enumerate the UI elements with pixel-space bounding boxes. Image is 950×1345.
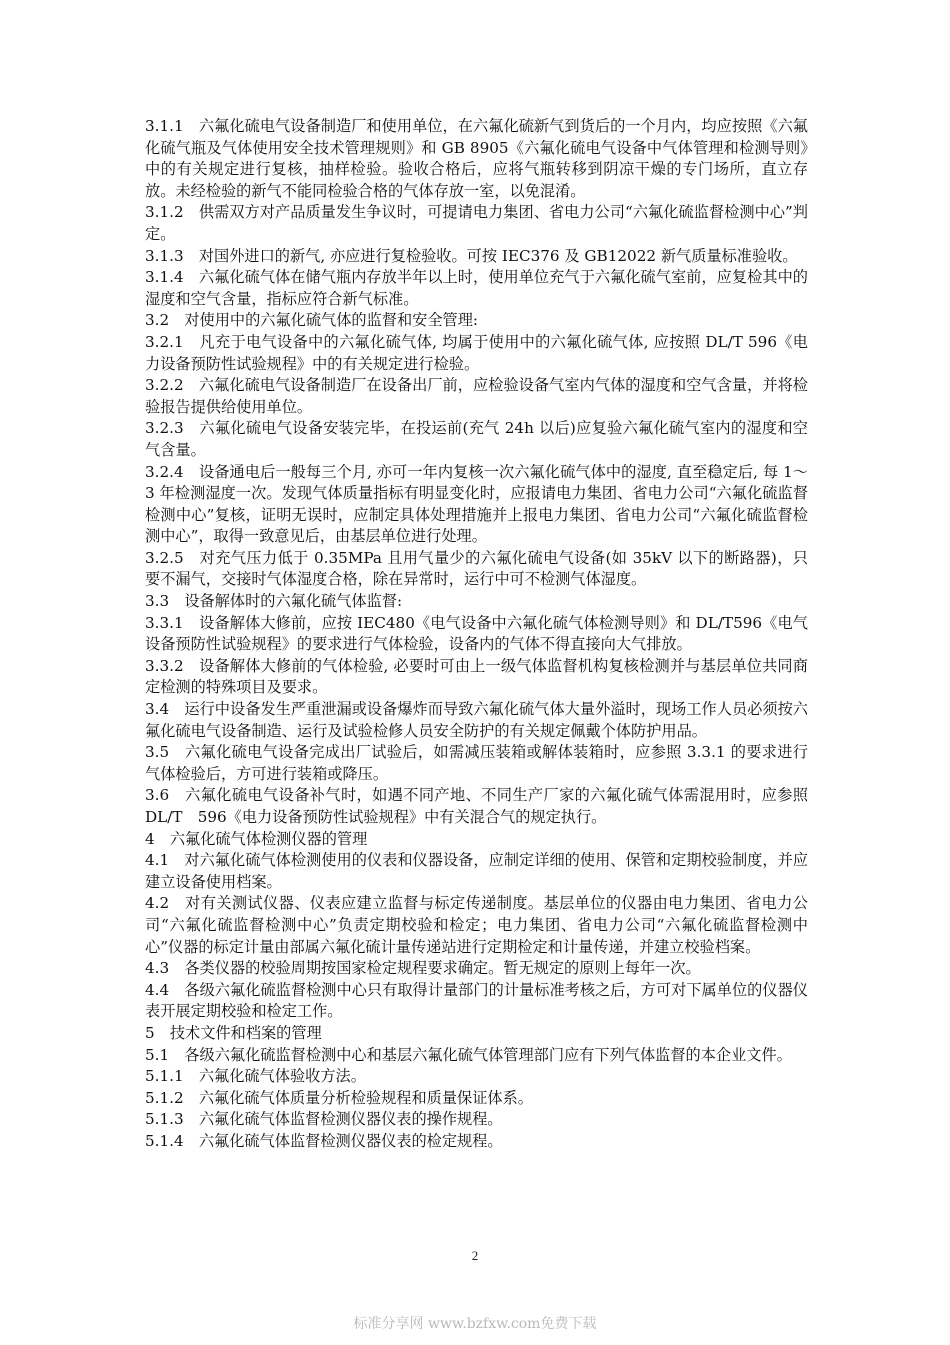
paragraph-3-1-1: 3.1.1 六氟化硫电气设备制造厂和使用单位，在六氟化硫新气到货后的一个月内，均应按照《六氟化硫气瓶及气体使用安全技术管理规则》和 GB 8905《六氟化硫电气设备中气体管理和检测导则》中的有关规定进行复核，抽样检验。验收合格后，应将气瓶转移到阴凉干燥的专门场所，直立存放。未经检验的新气不能同检验合格的气体存放一室，以免混淆。 xyxy=(145,117,808,200)
paragraph-3-5: 3.5 六氟化硫电气设备完成出厂试验后，如需减压装箱或解体装箱时，应参照 3.3.1 的要求进行气体检验后，方可进行装箱或降压。 xyxy=(145,743,808,783)
document-body xyxy=(145,116,808,1153)
paragraph-5-1-4: 5.1.4 六氟化硫气体监督检测仪器仪表的检定规程。 xyxy=(145,1131,503,1150)
paragraph-3-2-5: 3.2.5 对充气压力低于 0.35MPa 且用气量少的六氟化硫电气设备(如 35kV 以下的断路器)，只要不漏气，交接时气体湿度合格，除在异常时，运行中可不检测气体湿度。 xyxy=(145,548,808,589)
section-heading-3-2: 3.2 对使用中的六氟化硫气体的监督和安全管理: xyxy=(145,311,479,330)
paragraph-3-2-3: 3.2.3 六氟化硫电气设备安装完毕，在投运前(充气 24h 以后)应复验六氟化硫气室内的湿度和空气含量。 xyxy=(145,419,808,459)
paragraph-4-4: 4.4 各级六氟化硫监督检测中心只有取得计量部门的计量标准考核之后，方可对下属单位的仪器仪表开展定期校验和检定工作。 xyxy=(145,980,808,1021)
paragraph-3-2-4: 3.2.4 设备通电后一般每三个月, 亦可一年内复核一次六氟化硫气体中的湿度, 直至稳定后, 每 1～3 年检测湿度一次。发现气体质量指标有明显变化时，应报请电力集团、省电力公司“六氟化硫监督检测中心”复核，证明无误时，应制定具体处理措施并上报电力集团、省电力公司“六氟化硫监督检测中心”，取得一致意见后，由基层单位进行处理。 xyxy=(145,462,808,546)
page-number: 2 xyxy=(471,1248,479,1263)
paragraph-5-1-1: 5.1.1 六氟化硫气体验收方法。 xyxy=(145,1067,366,1086)
paragraph-3-3-2: 3.3.2 设备解体大修前的气体检验, 必要时可由上一级气体监督机构复核检测并与基层单位共同商定检测的特殊项目及要求。 xyxy=(145,656,808,697)
paragraph-3-1-2: 3.1.2 供需双方对产品质量发生争议时，可提请电力集团、省电力公司“六氟化硫监督检测中心”判定。 xyxy=(145,203,808,243)
paragraph-5-1-3: 5.1.3 六氟化硫气体监督检测仪器仪表的操作规程。 xyxy=(145,1110,503,1129)
paragraph-3-4: 3.4 运行中设备发生严重泄漏或设备爆炸而导致六氟化硫气体大量外溢时，现场工作人员必须按六氟化硫电气设备制造、运行及试验检修人员安全防护的有关规定佩戴个体防护用品。 xyxy=(145,700,808,740)
paragraph-3-2-1: 3.2.1 凡充于电气设备中的六氟化硫气体, 均属于使用中的六氟化硫气体, 应按照 DL/T 596《电力设备预防性试验规程》中的有关规定进行检验。 xyxy=(145,332,808,373)
paragraph-5-1: 5.1 各级六氟化硫监督检测中心和基层六氟化硫气体管理部门应有下列气体监督的本企业文件。 xyxy=(145,1045,792,1064)
paragraph-3-1-4: 3.1.4 六氟化硫气体在储气瓶内存放半年以上时，使用单位充气于六氟化硫气室前，应复检其中的湿度和空气含量，指标应符合新气标准。 xyxy=(145,268,808,308)
footer-watermark: 标准分享网 www.bzfxw.com免费下载 xyxy=(353,1316,597,1332)
paragraph-5-1-2: 5.1.2 六氟化硫气体质量分析检验规程和质量保证体系。 xyxy=(145,1088,533,1107)
paragraph-3-2-2: 3.2.2 六氟化硫电气设备制造厂在设备出厂前，应检验设备气室内气体的湿度和空气含量，并将检验报告提供给使用单位。 xyxy=(145,376,808,416)
section-heading-4: 4 六氟化硫气体检测仪器的管理 xyxy=(145,829,368,848)
paragraph-4-2: 4.2 对有关测试仪器、仪表应建立监督与标定传递制度。基层单位的仪器由电力集团、省电力公司“六氟化硫监督检测中心”负责定期校验和检定；电力集团、省电力公司“六氟化硫监督检测中心”仪器的标定计量由部属六氟化硫计量传递站进行定期检定和计量传递，并建立校验档案。 xyxy=(145,894,808,956)
paragraph-3-6: 3.6 六氟化硫电气设备补气时，如遇不同产地、不同生产厂家的六氟化硫气体需混用时，应参照 DL/T 596《电力设备预防性试验规程》中有关混合气的规定执行。 xyxy=(145,786,808,826)
section-heading-5: 5 技术文件和档案的管理 xyxy=(145,1023,322,1042)
paragraph-3-3-1: 3.3.1 设备解体大修前，应按 IEC480《电气设备中六氟化硫气体检测导则》和 DL/T596《电气设备预防性试验规程》的要求进行气体检验，设备内的气体不得直接向大气排放。 xyxy=(145,613,808,654)
section-heading-3-3: 3.3 设备解体时的六氟化硫气体监督: xyxy=(145,592,403,611)
paragraph-4-1: 4.1 对六氟化硫气体检测使用的仪表和仪器设备，应制定详细的使用、保管和定期校验制度，并应建立设备使用档案。 xyxy=(145,851,808,891)
paragraph-4-3: 4.3 各类仪器的校验周期按国家检定规程要求确定。暂无规定的原则上每年一次。 xyxy=(145,959,701,978)
paragraph-3-1-3: 3.1.3 对国外进口的新气, 亦应进行复检验收。可按 IEC376 及 GB12022 新气质量标准验收。 xyxy=(145,246,798,265)
